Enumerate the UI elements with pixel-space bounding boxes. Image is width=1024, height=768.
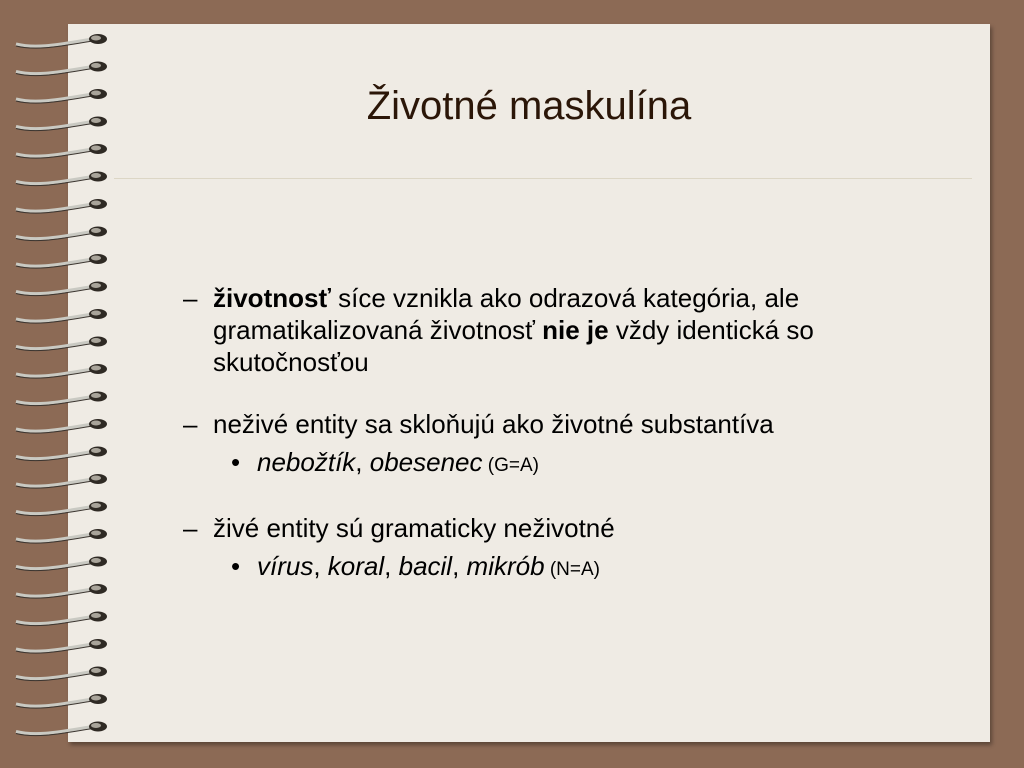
bullet-text: živé entity sú gramaticky neživotné [213, 513, 615, 543]
sub-bullet-dot: • [231, 551, 241, 581]
title-divider [114, 178, 972, 179]
bullet-1 [183, 282, 973, 378]
bullet-text: životnosť síce vznikla ako odrazová kategória, ale gramatikalizovaná životnosť nie je vždy identická so skutočnosťou [213, 283, 814, 377]
bullet-text: neživé entity sa skloňujú ako životné substantíva [213, 409, 774, 439]
bullet-2 [183, 408, 973, 482]
bold-term: životnosť [213, 283, 331, 313]
bullet-3 [183, 512, 973, 586]
slide-title: Životné maskulína [366, 84, 692, 128]
slide-body [183, 282, 973, 616]
sub-bullet [183, 446, 973, 482]
case-note: (G=A) [482, 455, 539, 476]
bullet-dash: – [183, 409, 198, 439]
sub-bullet-dot: • [231, 447, 241, 477]
bold-phrase: nie je [542, 315, 609, 345]
sub-bullet-text: nebožtík, obesenec (G=A) [257, 447, 539, 477]
sub-bullet [183, 550, 973, 586]
case-note: (N=A) [544, 559, 600, 580]
sub-bullet-text: vírus, koral, bacil, mikrób (N=A) [257, 551, 600, 581]
bullet-dash: – [183, 283, 198, 313]
bullet-dash: – [183, 513, 198, 543]
